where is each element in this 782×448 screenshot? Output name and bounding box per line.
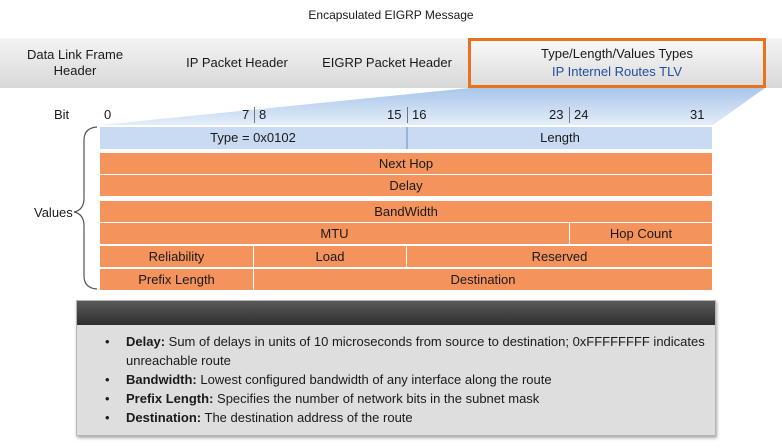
field-reliability: Reliability — [100, 245, 254, 267]
field-prefix-length: Prefix Length — [100, 268, 254, 290]
field-bandwidth: BandWidth — [100, 200, 712, 222]
row-next-hop — [100, 152, 712, 174]
row-mtu — [100, 222, 712, 244]
note-item — [99, 389, 709, 408]
bit-8: 8 — [259, 107, 267, 122]
note-text: Specifies the number of network bits in the subnet mask — [213, 391, 540, 406]
row-reliability — [100, 245, 712, 267]
diagram-title: Encapsulated EIGRP Message — [308, 8, 474, 22]
row-bandwidth — [100, 200, 712, 222]
notes-panel-header — [77, 301, 715, 325]
frame-header-line1: Data Link Frame — [26, 47, 124, 62]
row-delay — [100, 174, 712, 196]
field-type: Type = 0x0102 — [100, 127, 407, 149]
field-reserved: Reserved — [407, 245, 712, 267]
row-prefix — [100, 268, 712, 290]
field-next-hop: Next Hop — [100, 152, 712, 174]
bit-31: 31 — [690, 107, 705, 122]
field-delay: Delay — [100, 174, 712, 196]
zoom-fan — [100, 88, 765, 125]
eigrp-header-segment: EIGRP Packet Header — [322, 55, 452, 70]
bit-0: 0 — [104, 107, 112, 122]
note-term: Destination: — [126, 410, 202, 425]
field-hop-count: Hop Count — [570, 222, 712, 244]
note-text: Sum of delays in units of 10 microseconds from source to destination; 0xFFFFFFFF indicates unreachable route — [126, 334, 705, 368]
values-label: Values — [34, 205, 73, 220]
bit-24: 24 — [574, 107, 589, 122]
notes-panel — [76, 300, 716, 436]
bit-tick — [254, 107, 255, 123]
note-text: The destination address of the route — [201, 410, 413, 425]
tlv-title: Type/Length/Values Types — [540, 46, 693, 61]
field-destination: Destination — [254, 268, 712, 290]
note-item — [99, 332, 709, 370]
field-length: Length — [407, 127, 712, 149]
notes-list — [99, 332, 709, 427]
bit-label: Bit — [54, 107, 70, 122]
note-term: Prefix Length: — [126, 391, 214, 406]
field-load: Load — [254, 245, 407, 267]
field-mtu: MTU — [100, 222, 570, 244]
note-text: Lowest configured bandwidth of any interface along the route — [196, 372, 552, 387]
ip-header-segment: IP Packet Header — [186, 55, 288, 70]
note-item — [99, 408, 709, 427]
bit-15: 15 — [387, 107, 402, 122]
frame-header-line2: Header — [53, 63, 97, 78]
row-type-length — [100, 127, 712, 149]
note-term: Bandwidth: — [126, 372, 197, 387]
bit-7: 7 — [242, 107, 250, 122]
bit-tick — [407, 107, 408, 123]
note-item — [99, 370, 709, 389]
bit-23: 23 — [549, 107, 564, 122]
bit-16: 16 — [412, 107, 427, 122]
bit-tick — [569, 107, 570, 123]
tlv-subtitle: IP Internel Routes TLV — [551, 64, 683, 79]
note-term: Delay: — [126, 334, 166, 349]
values-brace — [74, 127, 97, 289]
